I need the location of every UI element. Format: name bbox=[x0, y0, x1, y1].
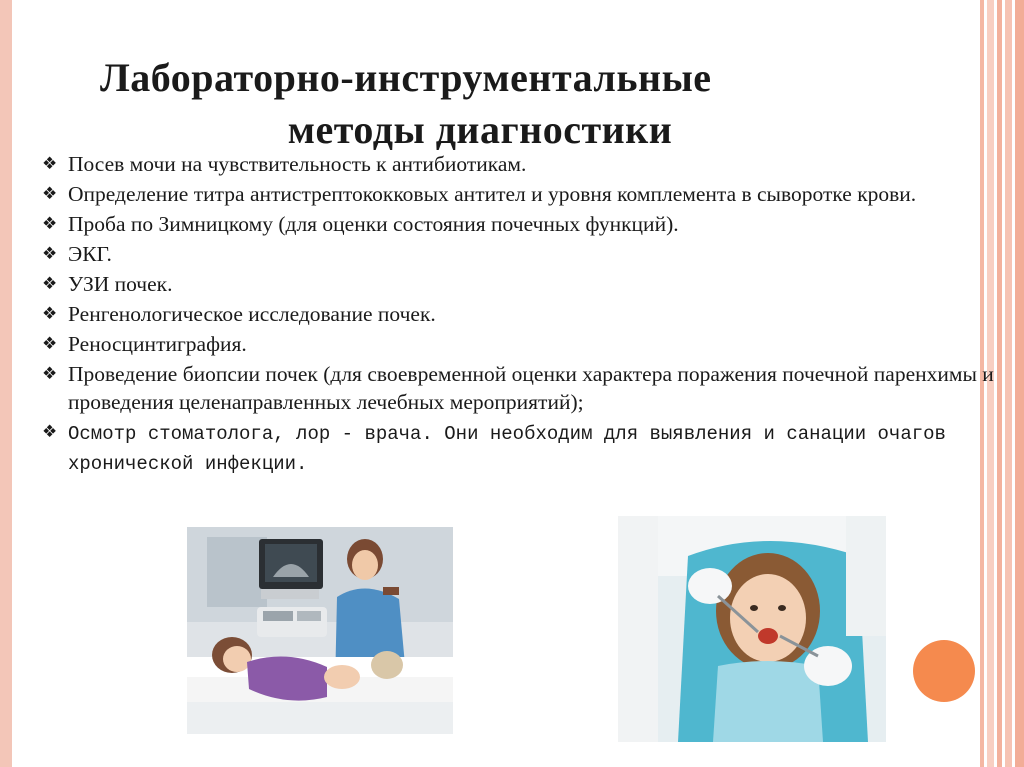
diamond-bullet-icon: ❖ bbox=[42, 422, 58, 441]
list-item bbox=[40, 300, 1010, 328]
list-item bbox=[40, 240, 1010, 268]
diamond-bullet-icon: ❖ bbox=[42, 274, 58, 293]
list-item-text: Проведение биопсии почек (для своевременной оценки характера поражения почечной паренхимы и проведения целенаправленных лечебных мероприятий); bbox=[68, 362, 994, 414]
title-line-1: Лабораторно-инструментальные bbox=[100, 55, 712, 100]
diamond-bullet-icon: ❖ bbox=[42, 364, 58, 383]
list-item-text: Посев мочи на чувствительность к антибиотикам. bbox=[68, 152, 527, 176]
slide-title bbox=[100, 52, 840, 156]
list-item bbox=[40, 330, 1010, 358]
ultrasound-exam-photo bbox=[187, 527, 453, 734]
diamond-bullet-icon: ❖ bbox=[42, 334, 58, 353]
list-item bbox=[40, 360, 1010, 416]
left-border-stripe bbox=[0, 0, 12, 767]
list-item-text: Проба по Зимницкому (для оценки состояния почечных функций). bbox=[68, 212, 679, 236]
diamond-bullet-icon: ❖ bbox=[42, 154, 58, 173]
diamond-bullet-icon: ❖ bbox=[42, 304, 58, 323]
list-item-text: Реносцинтиграфия. bbox=[68, 332, 247, 356]
diamond-bullet-icon: ❖ bbox=[42, 184, 58, 203]
list-item bbox=[40, 418, 1010, 478]
list-item-text: Ренгенологическое исследование почек. bbox=[68, 302, 436, 326]
ultrasound-exam-illustration bbox=[187, 527, 453, 734]
list-item bbox=[40, 210, 1010, 238]
diamond-bullet-icon: ❖ bbox=[42, 244, 58, 263]
diamond-bullet-icon: ❖ bbox=[42, 214, 58, 233]
dentist-exam-illustration bbox=[618, 516, 886, 742]
diagnostic-methods-list bbox=[40, 150, 1010, 480]
list-item bbox=[40, 150, 1010, 178]
decorative-orange-circle bbox=[913, 640, 975, 702]
list-item bbox=[40, 270, 1010, 298]
list-item bbox=[40, 180, 1010, 208]
list-item-text: Осмотр стоматолога, лор - врача. Они необходим для выявления и санации очагов хронической инфекции. bbox=[68, 423, 946, 475]
list-item-text: Определение титра антистрептококковых антител и уровня комплемента в сыворотке крови. bbox=[68, 182, 917, 206]
list-item-text: УЗИ почек. bbox=[68, 272, 173, 296]
list-item-text: ЭКГ. bbox=[68, 242, 112, 266]
title-line-2: методы диагностики bbox=[287, 107, 673, 152]
dentist-exam-photo bbox=[618, 516, 886, 742]
